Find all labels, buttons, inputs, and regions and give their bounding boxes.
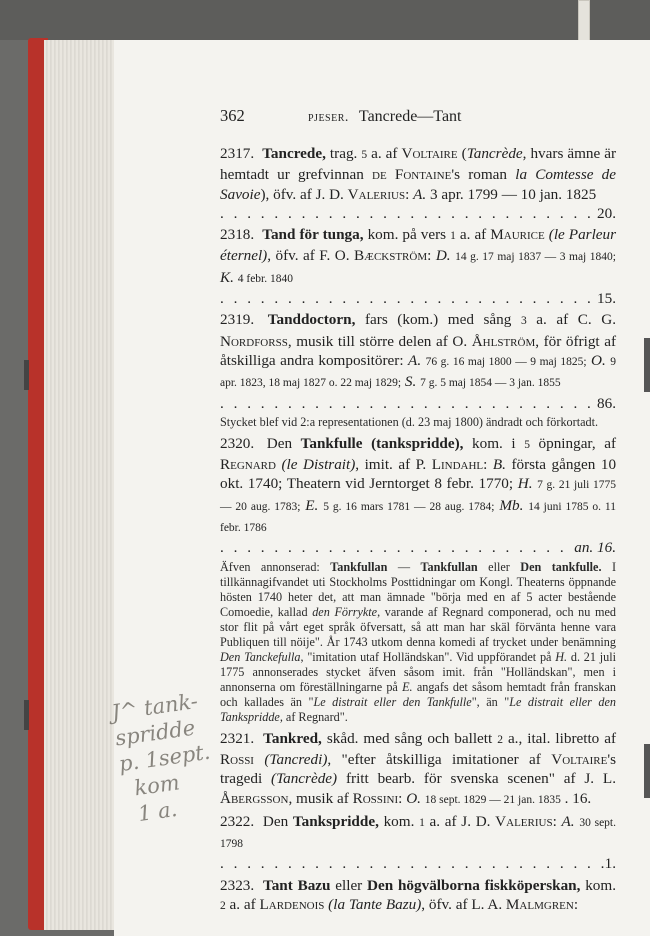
note-text: , "imitation utaf Holländskan". Vid uppförandet på	[300, 649, 552, 664]
stage-abbrev: K.	[220, 268, 234, 286]
original-title: (le Parleur éternel)	[220, 226, 617, 265]
stage-abbrev: A.	[408, 351, 422, 369]
entry-author: Voltaire	[551, 750, 608, 768]
entry-2319	[220, 310, 616, 429]
stage-abbrev: A.	[561, 812, 575, 830]
performance-dates: 7 g. 5 maj 1854 — 3 jan. 1855	[420, 377, 561, 390]
note-text: af Regnard".	[285, 709, 348, 724]
entry-text: trag.	[329, 145, 358, 162]
entry-title: Den högvälborna fiskköperskan,	[367, 876, 581, 894]
entry-number: 2322.	[220, 812, 255, 830]
count-leader	[220, 289, 616, 308]
entry-translator: Valerius	[347, 185, 406, 203]
binding-clip	[24, 360, 29, 390]
binding-clip	[24, 700, 29, 730]
stage-abbrev: D.	[435, 247, 451, 265]
entry-text: a. af	[229, 896, 256, 914]
entry-text: fritt bearb. för svenska scenen" af J. L.	[345, 770, 617, 788]
entry-text: kom. på vers	[367, 226, 447, 244]
stage-abbrev: B.	[492, 456, 506, 474]
handwritten-margin-note	[110, 688, 212, 829]
entry-text: , imit. af P.	[355, 456, 427, 474]
entry-author: Voltaire	[401, 145, 458, 162]
performance-dates: 30 sept. 1798	[220, 816, 616, 851]
entry-text: :	[573, 896, 579, 914]
running-head-range: Tancrede—Tant	[358, 108, 462, 125]
entry-author: de Fontaine	[372, 166, 452, 184]
entry-text: kom.	[383, 812, 415, 830]
entry-text: skåd. med sång och ballett	[326, 729, 493, 747]
entry-text: ), öfv. af J. D.	[260, 185, 344, 203]
entry-text: a. af C. G.	[536, 311, 617, 329]
entry-text: , för öfrigt af åtskilliga andra kompositörer:	[220, 332, 617, 369]
note-italic: H.	[555, 649, 568, 664]
note-title: Tankfullan	[420, 559, 478, 574]
entry-text: 5	[524, 438, 530, 451]
entry-text: 2	[497, 733, 503, 746]
count-leader	[220, 854, 616, 873]
stage-abbrev: O.	[591, 351, 606, 369]
entry-text: eller	[335, 876, 363, 894]
entry-translator: Valerius	[495, 812, 553, 830]
stage-abbrev: A.	[413, 185, 427, 203]
stage-abbrev: H.	[517, 475, 533, 493]
entry-text: kom.	[585, 876, 616, 894]
entry-translator: Malmgren	[505, 896, 574, 914]
entry-text: a. af	[459, 226, 487, 244]
entry-text: 5	[361, 149, 368, 161]
entry-2322	[220, 812, 616, 874]
performance-count: an. 16.	[574, 539, 616, 557]
performance-dates: 9 apr. 1823, 18 maj 1827 o. 22 maj 1829;	[220, 355, 617, 390]
count-leader	[220, 538, 616, 557]
entry-text: :	[398, 789, 403, 807]
entry-author: Regnard	[220, 456, 276, 474]
entry-text: :	[483, 456, 488, 474]
entry-text: kom. i	[472, 434, 516, 452]
entry-title: Tancrede,	[262, 145, 326, 162]
entry-text: a. af J. D.	[429, 812, 491, 830]
note-text: —	[397, 559, 411, 574]
entry-text: 's roman	[451, 166, 508, 184]
entry-text: a. af	[371, 145, 398, 162]
entry-text: :	[405, 185, 410, 203]
performance-dates: första gången 10 okt. 1740; Theatern vid Jerntorget 8 febr. 1770;	[220, 456, 617, 493]
entry-text: 2	[220, 900, 226, 913]
entry-author: Rossi	[220, 750, 254, 768]
stage-abbrev: E.	[305, 496, 319, 514]
entry-author: Åhlström	[471, 332, 536, 350]
performance-count: . 16.	[564, 789, 592, 807]
entry-text: 3	[520, 315, 527, 328]
entry-2317	[220, 144, 616, 223]
performance-count: 86.	[597, 394, 616, 412]
note-italic: Le distrait eller den Tankfulle	[313, 694, 472, 709]
handwritten-line: J^ tank-	[110, 688, 200, 725]
entry-2321	[220, 729, 616, 810]
note-italic: E.	[402, 679, 413, 694]
entry-text: , öfv. af L. A.	[421, 896, 503, 914]
note-text: angafs det såsom hemtadt från franskan och kallades än "	[220, 679, 616, 709]
entry-2320	[220, 434, 616, 725]
page-clip	[644, 338, 650, 392]
entry-composer: Rossini	[352, 789, 399, 807]
page-stack-edge	[44, 40, 116, 930]
note-text: eller	[488, 559, 510, 574]
entry-text: , hvars ämne är hemtadt ur grefvinnan	[220, 145, 617, 184]
note-italic: Den Tanckefulla	[220, 649, 301, 664]
entry-text: , musik af	[288, 789, 349, 807]
book-top-shadow	[0, 0, 650, 40]
handwritten-line: spridde	[113, 715, 197, 751]
note-italic: Le distrait eller den Tankspridde,	[220, 694, 616, 724]
entry-title: Tand för tunga,	[262, 226, 364, 244]
entry-number: 2323.	[220, 876, 255, 894]
entry-number: 2320.	[220, 434, 255, 452]
entry-author: Nordforss	[220, 332, 288, 350]
entry-number: 2317.	[220, 145, 255, 162]
entry-number: 2321.	[220, 729, 255, 747]
original-title: (la Tante Bazu)	[328, 896, 422, 914]
entry-text: fars (kom.) med sång	[364, 311, 512, 329]
running-head-section: pjeser.	[308, 110, 349, 125]
entry-number: 2319.	[220, 311, 255, 329]
note-title: Tankfullan	[330, 559, 388, 574]
entry-text: 1	[419, 816, 425, 829]
entry-text: :	[427, 247, 432, 265]
note-text: d. 21 juli 1775 annonserades stycket äfven såsom imit. från "Holländskan", men i annonserna om föreställningarne på	[220, 649, 616, 694]
entry-2323	[220, 876, 616, 917]
entry-number: 2318.	[220, 226, 255, 244]
performance-dates: 5 g. 16 mars 1781 — 28 aug. 1784;	[323, 500, 495, 513]
original-title: (le Distrait)	[281, 456, 356, 474]
page-text	[220, 106, 616, 918]
entry-text: 1	[450, 230, 456, 243]
entry-translator: Lindahl	[431, 456, 484, 474]
entry-text: a., ital. libretto af	[507, 729, 617, 747]
page-clip	[644, 744, 650, 798]
entry-text: Den	[266, 434, 293, 452]
count-leader	[220, 204, 616, 223]
entry-title: Tankred,	[263, 729, 322, 747]
entry-title: Tanddoctorn,	[267, 311, 356, 329]
performance-count: 20.	[597, 204, 616, 222]
performance-dates: 14 g. 17 maj 1837 — 3 maj 1840;	[455, 251, 616, 264]
entry-title: Tant Bazu	[262, 876, 331, 894]
entry-text: :	[552, 812, 557, 830]
entry-text: , öfv. af F. O.	[267, 247, 350, 265]
count-leader	[220, 394, 616, 413]
performance-dates: 14 juni 1785 o. 11 febr. 1786	[220, 500, 616, 535]
entry-text: öpningar, af	[538, 434, 617, 452]
original-title: Tancrède	[466, 145, 523, 162]
performance-count: 15.	[597, 290, 616, 308]
entry-translator: Bæckström	[354, 247, 428, 265]
note-text: , varande af Regnard componerad, och nu med stor flit på vårt eget språk öfversatt, så att man har skäl förvänta henne vara Publiquen till nöije". År 1743 utkom denna komedi af trycket under benämning	[220, 604, 616, 649]
performance-count: 1.	[604, 855, 616, 873]
handwritten-line: kom	[132, 770, 182, 801]
entry-author: Maurice	[490, 226, 545, 244]
entry-author: Lardenois	[259, 896, 325, 914]
performance-dates: 4 febr. 1840	[237, 272, 293, 285]
entry-text: , musik till större delen af O.	[287, 332, 468, 350]
note-text: I tillkännagifvandet uti Stockholms Posttidningar om Kongl. Theaterns öppnande hösten 1740 heter det, att man ämnade "börja med en af 5 acter bestående Comoedie, kallad	[220, 559, 617, 619]
entry-title: Tankfulle (tankspridde),	[300, 434, 464, 452]
entry-text: Den	[262, 812, 289, 830]
stage-abbrev: Mb.	[499, 496, 524, 514]
note-title: Den tankfulle.	[520, 559, 602, 574]
performance-dates: 76 g. 16 maj 1800 — 9 maj 1825;	[425, 355, 587, 368]
stage-abbrev: O.	[406, 789, 421, 807]
entry-title: Tankspridde,	[292, 812, 379, 830]
handwritten-line: 1 a.	[136, 796, 179, 827]
entry-note: Stycket blef vid 2:a representationen (d. 23 maj 1800) ändradt och förkortadt.	[220, 414, 599, 429]
entry-2318	[220, 225, 616, 308]
original-title: (Tancredi)	[264, 750, 328, 768]
entry-text: 's tragedi	[220, 750, 617, 788]
original-title: la Comtesse de Savoie	[220, 166, 617, 203]
handwritten-line: p. 1sept.	[117, 739, 212, 777]
note-italic: den Förrykte	[312, 604, 378, 619]
entry-note	[220, 560, 616, 725]
performance-dates: 18 sept. 1829 — 21 jan. 1835	[424, 793, 561, 806]
running-header	[220, 106, 616, 128]
entry-text: , "efter åtskilliga imitationer af	[327, 750, 541, 768]
original-title: (Tancrède)	[271, 770, 338, 788]
stage-abbrev: S.	[404, 373, 417, 391]
entry-translator: Åbergsson	[220, 789, 289, 807]
entry-text: (	[461, 145, 467, 162]
performance-dates: 7 g. 21 juli 1775 — 20 aug. 1783;	[220, 479, 617, 513]
note-text: Äfven annonserad:	[220, 559, 320, 574]
page-number: 362	[220, 106, 245, 125]
note-text: ", än "	[471, 694, 510, 709]
performance-dates: 3 apr. 1799 — 10 jan. 1825	[429, 185, 597, 203]
